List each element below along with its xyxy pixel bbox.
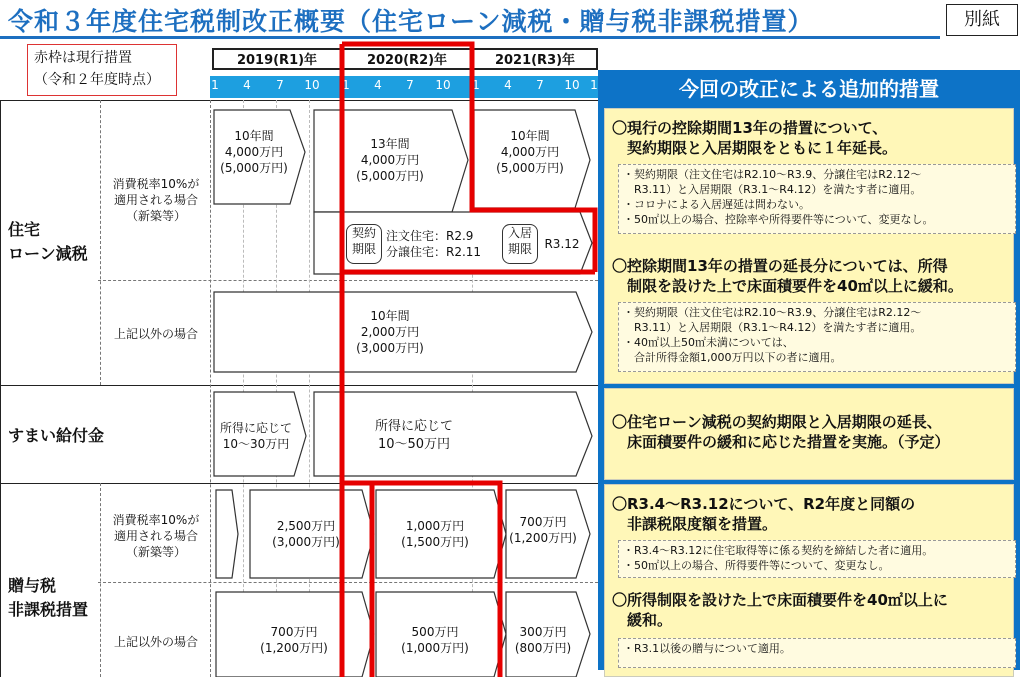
year-2020: 2020(R2)年	[342, 48, 472, 70]
nyukyo-label	[502, 224, 538, 264]
detail-line: 合計所得金額1,000万円以下の者に適用。	[623, 351, 842, 364]
keiyaku-label	[346, 224, 382, 264]
main-line: 契約期限と入居期限をともに１年延長。	[612, 139, 898, 157]
category-line: 住宅	[8, 220, 41, 239]
detail-line: R3.11）と入居期限（R3.1～R4.12）を満たす者に適用。	[623, 321, 922, 334]
month-label: 7	[276, 78, 284, 92]
cell-a3	[482, 128, 578, 176]
main-line: 床面積要件の緩和に応じた措置を実施。（予定）	[612, 433, 950, 451]
cell-line: (1,200万円)	[509, 531, 577, 545]
cell-e3	[504, 624, 582, 656]
cell-line: 2,000万円	[360, 325, 420, 339]
deadline-dates	[386, 228, 498, 260]
cell-d3	[504, 514, 582, 546]
cell-line: 700万円	[519, 515, 567, 529]
measure-2-main	[612, 256, 963, 296]
attachment-label: 別紙	[946, 4, 1018, 36]
main-line: 〇R3.4～R3.12について、R2年度と同額の	[612, 495, 916, 513]
detail-line: R3.11）と入居期限（R3.1～R4.12）を満たす者に適用。	[623, 183, 922, 196]
cell-line: 10～30万円	[222, 437, 290, 451]
cell-line: 所得に応じて	[219, 421, 292, 435]
measure-4-main	[612, 494, 915, 534]
cell-line: (3,000万円)	[356, 341, 424, 355]
main-line: 〇現行の控除期間13年の措置について、	[612, 119, 888, 137]
month-label: 4	[374, 78, 382, 92]
month-label: 1	[472, 78, 480, 92]
cell-line: (3,000万円)	[272, 535, 340, 549]
cell-c2	[354, 418, 474, 454]
legend-line-2: （令和２年度時点）	[34, 72, 160, 88]
cell-line: (5,000万円)	[356, 169, 424, 183]
measure-5-main	[612, 590, 948, 630]
month-label: 7	[406, 78, 414, 92]
r312: R3.12	[544, 237, 580, 251]
cell-line: (5,000万円)	[220, 161, 288, 175]
cell-line: 700万円	[270, 625, 318, 639]
kl-line: 入居	[507, 226, 532, 240]
month-label: 10	[304, 78, 320, 92]
cell-b1	[340, 308, 440, 356]
cell-d2	[378, 518, 492, 550]
month-label: 1	[590, 78, 598, 92]
month-label: 7	[536, 78, 544, 92]
right-panel-title: 今回の改正による追加的措置	[679, 77, 939, 101]
cell-line: 500万円	[411, 625, 459, 639]
year-2021: 2021(R3)年	[472, 48, 598, 70]
cell-line: 所得に応じて	[374, 419, 453, 434]
kl-line: 期限	[507, 242, 532, 256]
category-line: 贈与税	[8, 576, 57, 595]
cell-line: (1,200万円)	[260, 641, 328, 655]
sub-line: 消費税率10%が	[112, 513, 200, 527]
detail-line: ・50㎡以上の場合、控除率や所得要件等について、変更なし。	[623, 213, 934, 226]
main-line: 制限を設けた上で床面積要件を40㎡以上に緩和。	[612, 277, 963, 295]
category-line: 非課税措置	[8, 600, 89, 619]
cell-line: (800万円)	[514, 641, 572, 655]
sub-other-gift: 上記以外の場合	[113, 635, 198, 649]
cell-line: (5,000万円)	[496, 161, 564, 175]
page-title: 令和３年度住宅税制改正概要（住宅ローン減税・贈与税非課税措置）	[8, 7, 814, 36]
main-line: 〇住宅ローン減税の契約期限と入居期限の延長、	[612, 413, 942, 431]
cell-line: 10年間	[370, 309, 410, 323]
month-label: 10	[435, 78, 451, 92]
detail-line: ・契約期限（注文住宅はR2.10～R3.9、分譲住宅はR2.12～	[623, 168, 922, 181]
cell-line: 1,000万円	[405, 519, 465, 533]
cell-line: 10年間	[234, 129, 274, 143]
cell-a1	[214, 128, 294, 176]
measure-3-main	[612, 412, 950, 452]
cell-line: 300万円	[519, 625, 567, 639]
cell-line: 13年間	[370, 137, 410, 151]
main-line: 緩和。	[612, 611, 673, 629]
cell-line: 2,500万円	[276, 519, 336, 533]
cell-line: (1,000万円)	[401, 641, 469, 655]
cell-line: 4,000万円	[500, 145, 560, 159]
year-2019: 2019(R1)年	[212, 48, 342, 70]
cell-d1	[252, 518, 360, 550]
cell-line: 10年間	[510, 129, 550, 143]
sub-other-housing: 上記以外の場合	[113, 327, 198, 341]
month-label: 10	[564, 78, 580, 92]
kl-line: 契約	[351, 226, 376, 240]
measure-4-detail	[618, 540, 1016, 578]
month-label: 1	[342, 78, 350, 92]
month-label: 4	[504, 78, 512, 92]
sub-line: 消費税率10%が	[112, 177, 200, 191]
legend-line-1: 赤枠は現行措置	[34, 50, 132, 66]
cell-line: 10～50万円	[377, 437, 451, 452]
detail-line: ・契約期限（注文住宅はR2.10～R3.9、分譲住宅はR2.12～	[623, 306, 922, 319]
kl-line: 期限	[351, 242, 376, 256]
detail-line: ・R3.1以後の贈与について適用。	[623, 642, 791, 655]
arrow-d0	[216, 490, 238, 578]
sub-line: 適用される場合	[113, 529, 198, 543]
cell-e2	[378, 624, 492, 656]
detail-line: ・R3.4～R3.12に住宅取得等に係る契約を締結した者に適用。	[623, 544, 934, 557]
cell-e1	[240, 624, 348, 656]
month-label: 1	[211, 78, 219, 92]
cell-c1	[214, 420, 298, 452]
detail-line: ・40㎡以上50㎡未満については、	[623, 336, 794, 349]
category-line: ローン減税	[8, 244, 88, 263]
cell-a2	[340, 136, 440, 184]
measure-1-main	[612, 118, 897, 158]
measure-1-detail	[618, 164, 1016, 234]
main-line: 〇控除期間13年の措置の延長分については、所得	[612, 257, 948, 275]
cell-line: 4,000万円	[360, 153, 420, 167]
month-label: 4	[243, 78, 251, 92]
detail-line: ・コロナによる入居遅延は問わない。	[623, 198, 810, 211]
category-sumai-kyufukin: すまい給付金	[8, 426, 105, 445]
cell-line: 4,000万円	[224, 145, 284, 159]
sub-line: 適用される場合	[113, 193, 198, 207]
main-line: 非課税限度額を措置。	[612, 515, 778, 533]
sub-line: （新築等）	[125, 209, 186, 223]
deadline-line: 分譲住宅：R2.11	[386, 245, 482, 259]
main-line: 〇所得制限を設けた上で床面積要件を40㎡以上に	[612, 591, 948, 609]
measure-5-detail	[618, 638, 1016, 668]
detail-line: ・50㎡以上の場合、所得要件等について、変更なし。	[623, 559, 890, 572]
sub-line: （新築等）	[125, 545, 186, 559]
measure-2-detail	[618, 302, 1016, 372]
deadline-line: 注文住宅：R2.9	[386, 229, 474, 243]
cell-line: (1,500万円)	[401, 535, 469, 549]
